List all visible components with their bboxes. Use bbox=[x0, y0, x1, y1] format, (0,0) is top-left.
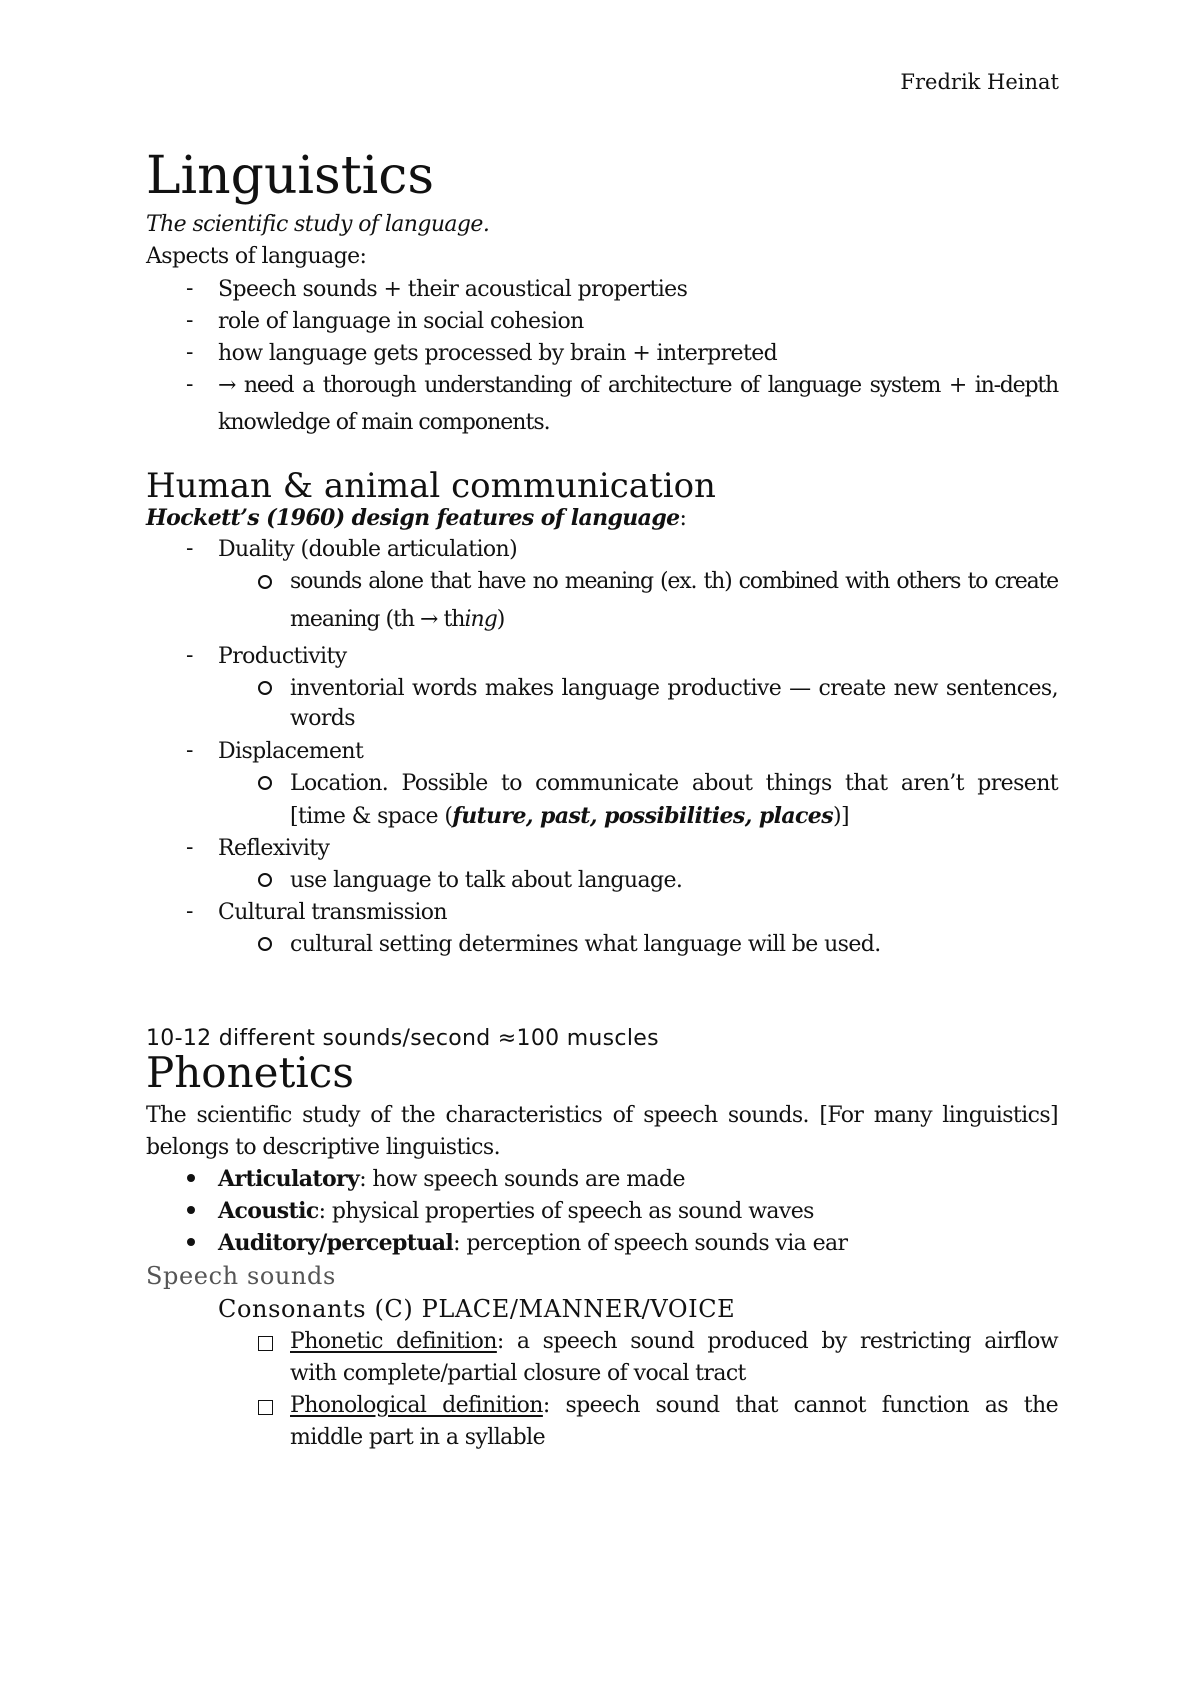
aspects-label: Aspects of language: bbox=[146, 244, 367, 269]
feature-note: Location. Possible to communicate about things that aren’t present bbox=[290, 771, 1058, 796]
dash-bullet: - bbox=[186, 276, 194, 301]
dash-bullet: - bbox=[186, 835, 194, 860]
dash-bullet: - bbox=[186, 643, 194, 668]
branch-item: Articulatory: how speech sounds are made bbox=[218, 1166, 685, 1192]
feature-note: sounds alone that have no meaning (ex. th) combined with others to create bbox=[290, 569, 1058, 594]
heading-communication: Human & animal communication bbox=[146, 466, 716, 506]
dash-bullet: - bbox=[186, 340, 194, 365]
feature-name: Reflexivity bbox=[218, 836, 330, 861]
dash-bullet: - bbox=[186, 372, 194, 397]
circle-bullet bbox=[258, 776, 272, 790]
dash-bullet: - bbox=[186, 899, 194, 924]
feature-name: Productivity bbox=[218, 644, 347, 669]
dash-bullet: - bbox=[186, 536, 194, 561]
author-name: Fredrik Heinat bbox=[900, 70, 1059, 94]
definition-item-continued: with complete/partial closure of vocal tract bbox=[290, 1361, 746, 1386]
aspect-item: role of language in social cohesion bbox=[218, 309, 584, 334]
heading-phonetics: Phonetics bbox=[146, 1048, 354, 1097]
phonetics-definition: The scientific study of the characteristics of speech sounds. [For many linguistics] bbox=[146, 1103, 1058, 1128]
circle-bullet bbox=[258, 575, 272, 589]
circle-bullet bbox=[258, 681, 272, 695]
dot-bullet bbox=[187, 1174, 195, 1182]
aspect-item: Speech sounds + their acoustical properties bbox=[218, 277, 688, 302]
hockett-title: Hockett’s (1960) design features of language bbox=[146, 505, 680, 531]
branch-item: Auditory/perceptual: perception of speech sounds via ear bbox=[218, 1230, 848, 1256]
definition-item: Phonological definition: speech sound that cannot function as the bbox=[290, 1393, 1058, 1418]
checkbox-bullet bbox=[258, 1400, 273, 1415]
aspect-item: how language gets processed by brain + interpreted bbox=[218, 341, 778, 366]
branch-item: Acoustic: physical properties of speech as sound waves bbox=[218, 1198, 814, 1224]
dot-bullet bbox=[187, 1238, 195, 1246]
dot-bullet bbox=[187, 1206, 195, 1214]
feature-name: Cultural transmission bbox=[218, 900, 447, 925]
phonetics-definition-continued: belongs to descriptive linguistics. bbox=[146, 1135, 500, 1160]
dash-bullet: - bbox=[186, 738, 194, 763]
consonants-heading: Consonants (C) PLACE/MANNER/VOICE bbox=[218, 1295, 736, 1323]
circle-bullet bbox=[258, 873, 272, 887]
circle-bullet bbox=[258, 937, 272, 951]
speech-sounds-heading: Speech sounds bbox=[146, 1262, 336, 1290]
hockett-colon: : bbox=[679, 506, 687, 531]
checkbox-bullet bbox=[258, 1336, 273, 1351]
heading-linguistics: Linguistics bbox=[146, 146, 435, 206]
feature-note-continued: words bbox=[290, 706, 355, 731]
definition-item: Phonetic definition: a speech sound produced by restricting airflow bbox=[290, 1329, 1058, 1354]
feature-note: use language to talk about language. bbox=[290, 868, 683, 893]
sounds-fact: 10-12 different sounds/second ≈100 muscles bbox=[146, 1026, 659, 1051]
aspect-item-continued: knowledge of main components. bbox=[218, 410, 550, 435]
feature-note-continued: meaning (th → thing) bbox=[290, 607, 505, 632]
linguistics-subtitle: The scientific study of language. bbox=[146, 212, 490, 237]
feature-note: inventorial words makes language productive — create new sentences, bbox=[290, 676, 1058, 701]
feature-name: Displacement bbox=[218, 739, 364, 764]
dash-bullet: - bbox=[186, 308, 194, 333]
hockett-intro bbox=[146, 507, 686, 530]
aspect-item: → need a thorough understanding of architecture of language system + in-depth bbox=[218, 373, 1058, 398]
feature-note-continued: [time & space (future, past, possibilities, places)] bbox=[290, 803, 849, 829]
definition-item-continued: middle part in a syllable bbox=[290, 1425, 546, 1450]
feature-name: Duality (double articulation) bbox=[218, 537, 518, 562]
feature-note: cultural setting determines what language will be used. bbox=[290, 932, 881, 957]
